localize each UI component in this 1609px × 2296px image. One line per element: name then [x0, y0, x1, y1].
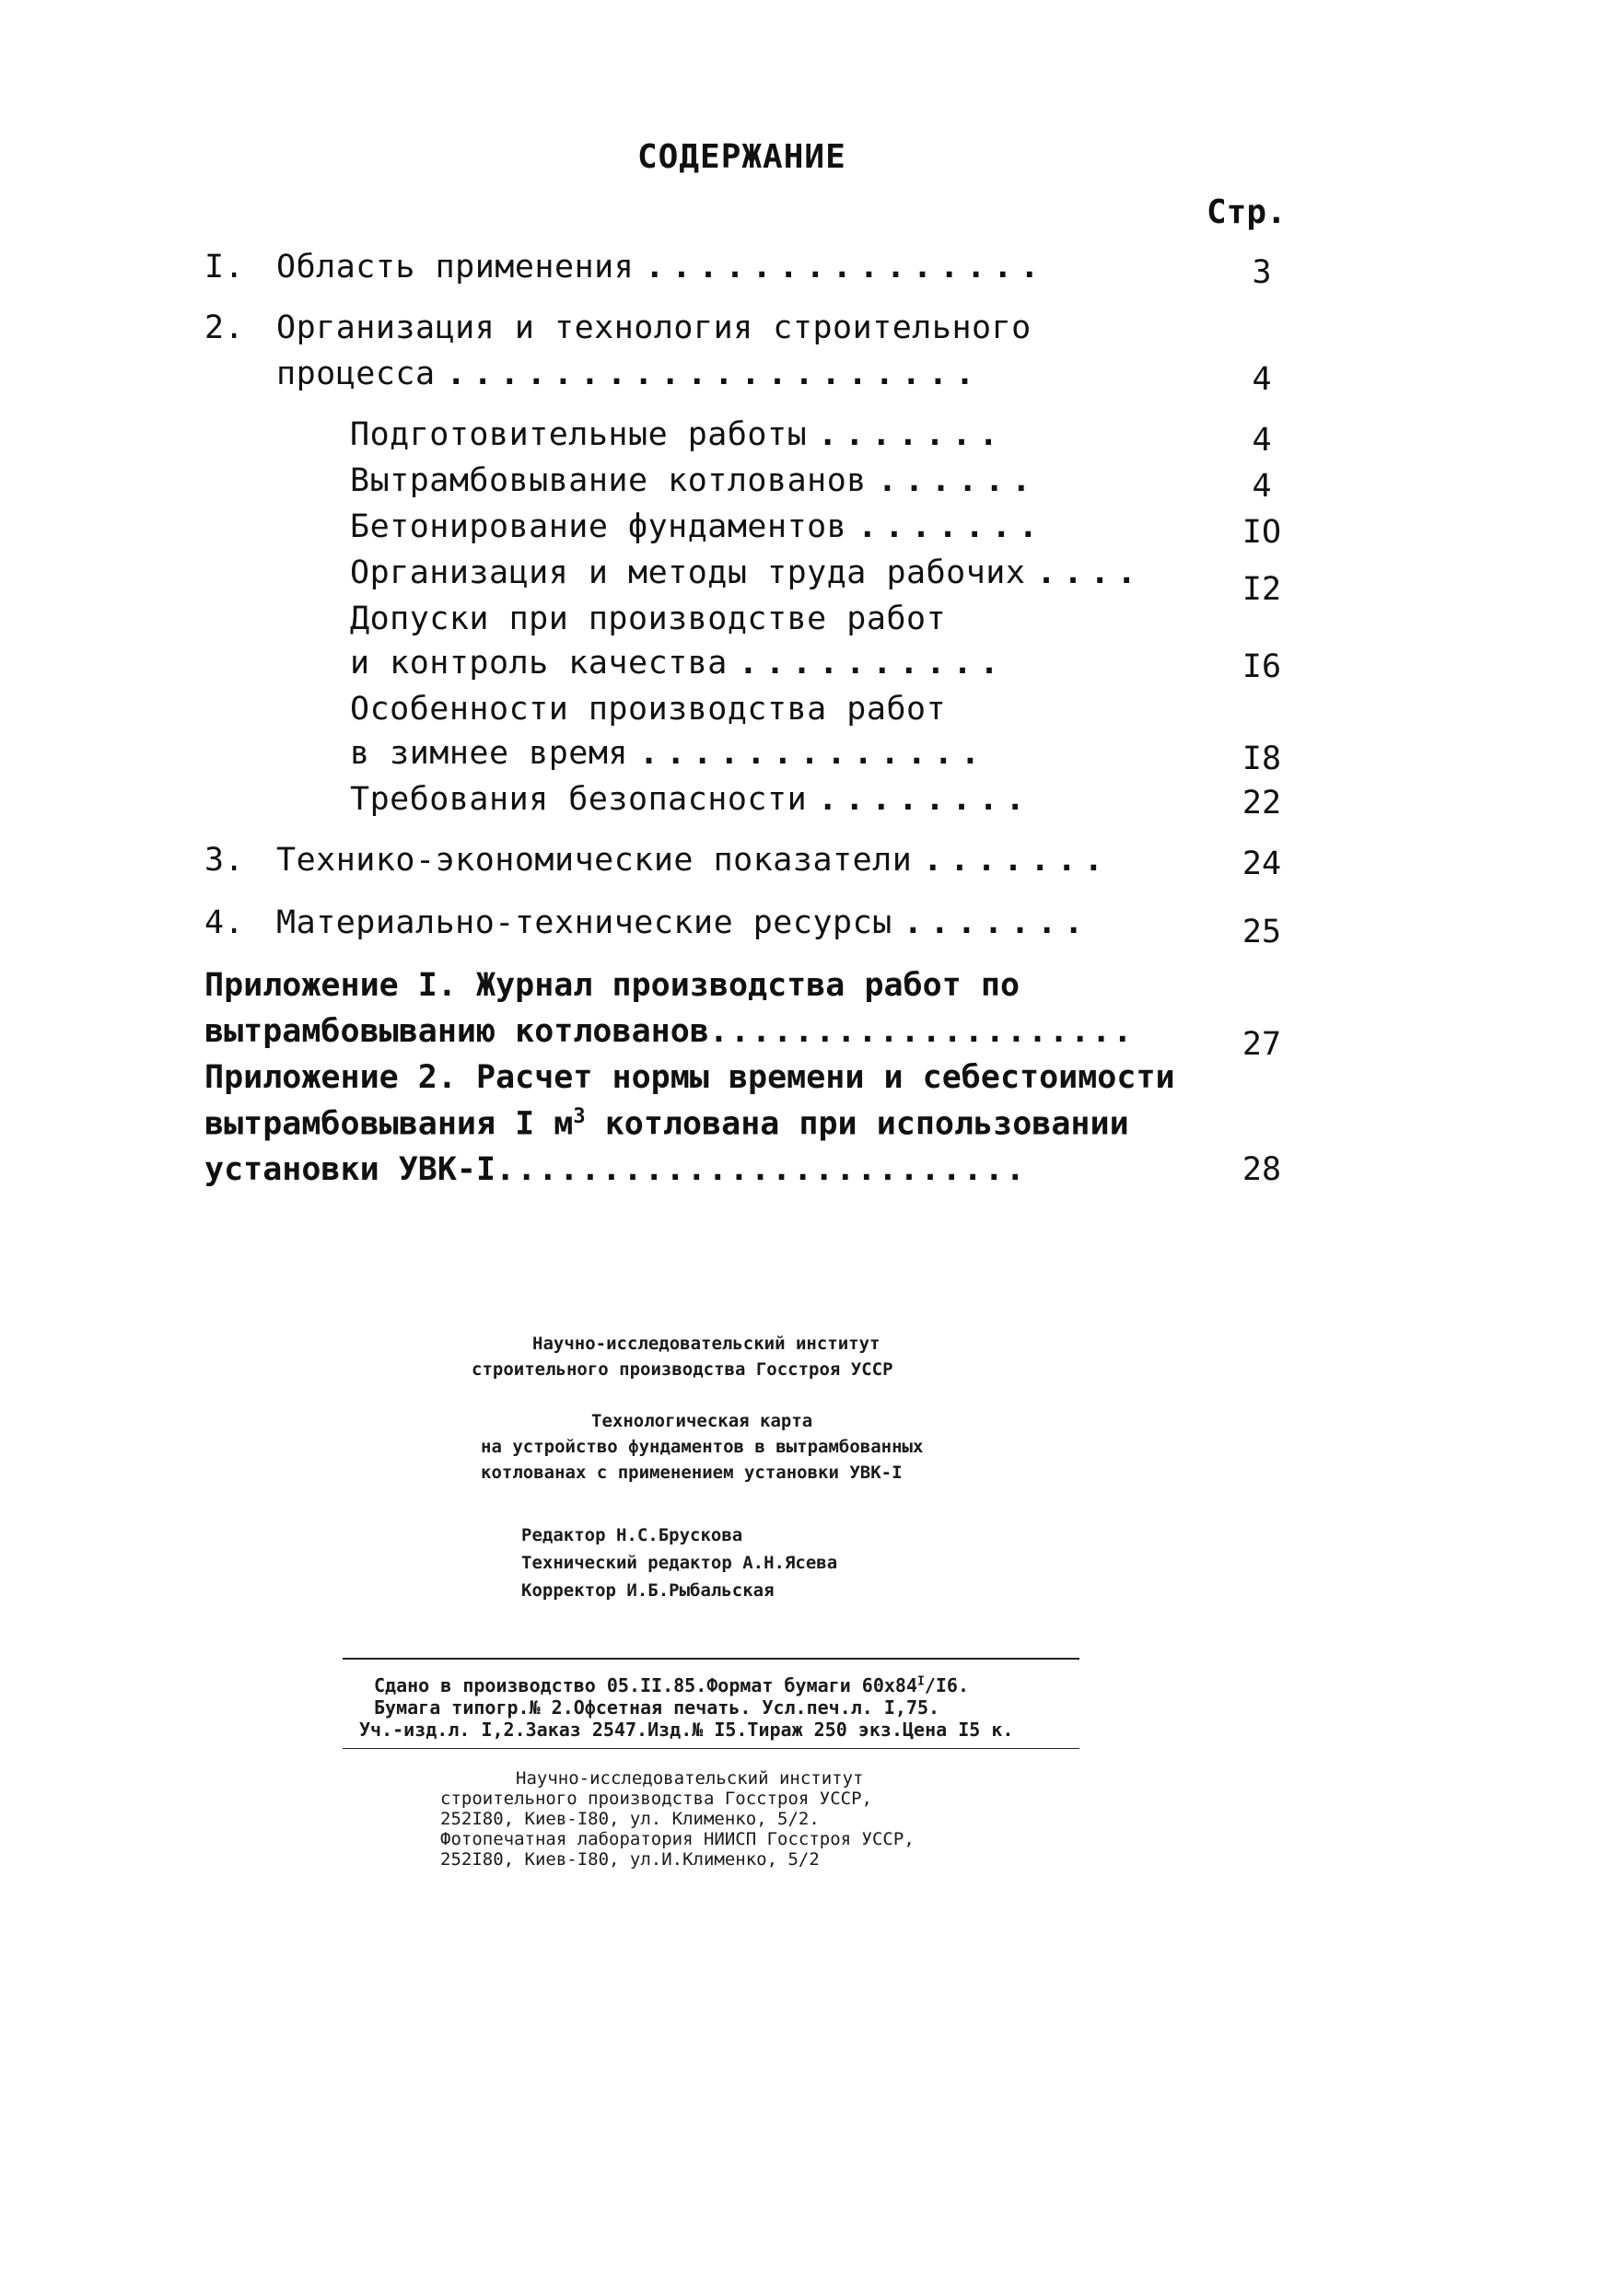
toc-page-number: I2: [1242, 571, 1282, 608]
toc-subentry[interactable]: [350, 600, 946, 643]
toc-text: Особенности производства работ: [350, 691, 947, 728]
superscript: I: [917, 1674, 925, 1689]
leader-dots: .......: [903, 904, 1091, 941]
toc-number: 2.: [204, 309, 245, 346]
leader-dots: ....: [1036, 554, 1144, 591]
leader-dots: .......: [923, 842, 1111, 879]
toc-page-number: I6: [1242, 648, 1282, 685]
leader-dots: ....................: [446, 355, 983, 392]
toc-page-number: I8: [1242, 740, 1282, 777]
print-info-line: Бумага типогр.№ 2.Офсетная печать. Усл.печ.л. I,75.: [374, 1696, 940, 1719]
toc-title: СОДЕРЖАНИЕ: [637, 138, 846, 176]
toc-page-number: IO: [1242, 514, 1282, 551]
toc-subentry[interactable]: [350, 554, 1144, 597]
toc-page-number: 4: [1252, 468, 1272, 505]
toc-text: Организация и технология строительного: [276, 309, 1032, 346]
toc-entry-2[interactable]: [204, 309, 1032, 352]
toc-text: Допуски при производстве работ: [350, 600, 947, 637]
appendix-2-cont: [204, 1151, 1027, 1188]
toc-number: 3.: [204, 842, 245, 879]
print-info-text: /I6.: [924, 1674, 970, 1696]
divider-top: [343, 1658, 1079, 1660]
toc-page-number: 4: [1252, 361, 1272, 398]
toc-text: Требования безопасности: [350, 781, 808, 818]
toc-page-number: 27: [1242, 1026, 1282, 1063]
print-info-line: Уч.-изд.л. I,2.Заказ 2547.Изд.№ I5.Тираж 250 экз.Цена I5 к.: [359, 1719, 1014, 1741]
leader-dots: .......: [857, 508, 1045, 545]
appendix-1[interactable]: [204, 967, 1020, 1004]
toc-text: Материально-технические ресурсы: [276, 904, 892, 941]
imprint-editor: Редактор Н.С.Брускова: [521, 1525, 743, 1545]
appendix-text: вытрамбовывания I м: [204, 1105, 574, 1143]
toc-text: Бетонирование фундаментов: [350, 508, 847, 545]
publisher-line: строительного производства Госстроя УССР,: [440, 1789, 872, 1809]
toc-text: Подготовительные работы: [350, 416, 808, 453]
leader-dots: ..........: [738, 645, 1007, 682]
imprint-card-title: на устройство фундаментов в вытрамбованных: [481, 1437, 924, 1457]
appendix-2-cont: [204, 1105, 1129, 1143]
toc-text: в зимнее время: [350, 735, 629, 772]
toc-text: Область применения: [276, 249, 635, 286]
toc-page-number: 22: [1242, 785, 1282, 822]
appendix-text: вытрамбовыванию котлованов: [204, 1013, 709, 1050]
leader-dots: .............: [639, 735, 987, 772]
leader-dots: .......: [818, 416, 1006, 453]
toc-text: и контроль качества: [350, 645, 728, 682]
print-info-line: [374, 1674, 969, 1696]
toc-page-number: 28: [1242, 1151, 1282, 1188]
appendix-text: установки УВК-I: [204, 1151, 496, 1188]
toc-page-number: 3: [1252, 254, 1272, 291]
toc-text: процесса: [276, 355, 436, 392]
imprint-card-title: котлованах с применением установки УВК-I: [481, 1463, 903, 1483]
publisher-line: 252I80, Киев-I80, ул.И.Клименко, 5/2: [440, 1849, 820, 1870]
leader-dots: ........: [818, 781, 1032, 818]
leader-dots: ....................: [708, 1013, 1135, 1050]
toc-text: Технико-экономические показатели: [276, 842, 913, 879]
imprint-institute-line: строительного производства Госстроя УССР: [472, 1359, 893, 1380]
toc-subentry[interactable]: [350, 508, 1045, 551]
imprint-editor: Технический редактор А.Н.Ясева: [521, 1553, 838, 1573]
toc-subentry-cont: [350, 735, 987, 777]
leader-dots: ...............: [645, 249, 1047, 286]
publisher-line: Научно-исследовательский институт: [516, 1768, 864, 1789]
toc-page-number: 4: [1252, 422, 1272, 459]
toc-page-number: 25: [1242, 914, 1282, 950]
toc-text: Организация и методы труда рабочих: [350, 554, 1026, 591]
toc-entry-4[interactable]: [204, 904, 1090, 947]
toc-subentry[interactable]: [350, 462, 1038, 505]
appendix-text: Приложение I. Журнал производства работ по: [204, 967, 1020, 1004]
toc-text: Вытрамбовывание котлованов: [350, 462, 867, 499]
leader-dots: ......: [877, 462, 1039, 499]
page-column-header: Стр.: [1207, 193, 1287, 231]
publisher-line: 252I80, Киев-I80, ул. Клименко, 5/2.: [440, 1809, 820, 1829]
appendix-1-cont: [204, 1013, 1134, 1050]
toc-entry-3[interactable]: [204, 842, 1111, 884]
appendix-2[interactable]: [204, 1059, 1175, 1096]
imprint-card-title: Технологическая карта: [591, 1411, 813, 1431]
superscript: 3: [573, 1105, 586, 1128]
appendix-text: Приложение 2. Расчет нормы времени и себестоимости: [204, 1059, 1175, 1096]
toc-page-number: 24: [1242, 845, 1282, 882]
toc-entry-1[interactable]: [204, 249, 1046, 291]
toc-number: I.: [204, 249, 245, 286]
imprint-institute-line: Научно-исследовательский институт: [532, 1334, 880, 1354]
appendix-text: котлована при использовании: [585, 1105, 1129, 1143]
toc-subentry[interactable]: [350, 691, 946, 733]
toc-subentry[interactable]: [350, 416, 1006, 459]
toc-subentry-cont: [350, 645, 1007, 687]
divider-bottom: [343, 1748, 1079, 1749]
toc-entry-2-cont: [276, 355, 982, 398]
toc-number: 4.: [204, 904, 245, 941]
leader-dots: .........................: [496, 1151, 1027, 1188]
publisher-line: Фотопечатная лаборатория НИИСП Госстроя УССР,: [440, 1829, 915, 1849]
imprint-editor: Корректор И.Б.Рыбальская: [521, 1580, 775, 1601]
toc-subentry[interactable]: [350, 781, 1032, 823]
print-info-text: Сдано в производство 05.II.85.Формат бумаги 60x84: [374, 1674, 918, 1696]
